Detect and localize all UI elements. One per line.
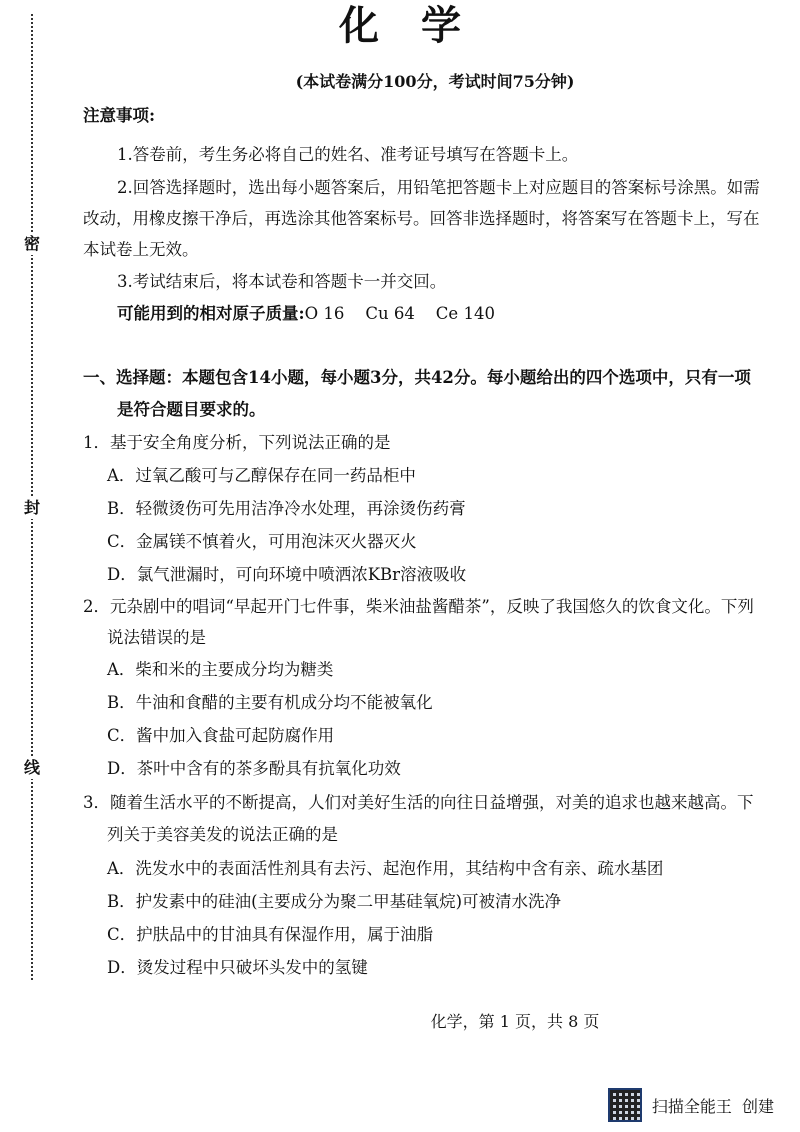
- atomic-mass-label: 可能用到的相对原子质量:: [117, 304, 305, 323]
- question-option: D．烫发过程中只破坏头发中的氢键: [107, 958, 368, 977]
- question-option: B．牛油和食醋的主要有机成分均不能被氧化: [107, 693, 433, 712]
- question-option: B．轻微烫伤可先用洁净冷水处理，再涂烫伤药膏: [107, 499, 466, 518]
- notes-heading: 注意事项:: [83, 106, 156, 125]
- seal-mark-feng: 封: [20, 497, 44, 519]
- section-heading-cont: 是符合题目要求的。: [117, 400, 266, 419]
- note-item: 2.回答选择题时，选出每小题答案后，用铅笔把答题卡上对应题目的答案标号涂黑。如需: [117, 178, 760, 197]
- note-item: 本试卷上无效。: [83, 240, 199, 259]
- question-stem: 1．基于安全角度分析，下列说法正确的是: [83, 433, 391, 452]
- question-option: D．氯气泄漏时，可向环境中喷洒浓KBr溶液吸收: [107, 565, 467, 584]
- question-stem-cont: 说法错误的是: [107, 628, 206, 647]
- qr-code-icon: [608, 1088, 642, 1122]
- page-title: 化学: [339, 2, 503, 49]
- question-option: A．过氧乙酸可与乙醇保存在同一药品柜中: [107, 466, 416, 485]
- question-option: B．护发素中的硅油(主要成分为聚二甲基硅氧烷)可被清水洗净: [107, 892, 561, 911]
- seal-mark-xian: 线: [20, 757, 44, 779]
- atomic-mass-line: [117, 300, 495, 324]
- question-stem: 2．元杂剧中的唱词“早起开门七件事，柴米油盐酱醋茶”，反映了我国悠久的饮食文化。下列: [83, 597, 754, 616]
- note-item: 改动，用橡皮擦干净后，再选涂其他答案标号。回答非选择题时，将答案写在答题卡上，写在: [83, 209, 760, 228]
- question-option: A．柴和米的主要成分均为糖类: [107, 660, 334, 679]
- seal-mark-mi: 密: [20, 233, 44, 255]
- question-stem: 3．随着生活水平的不断提高，人们对美好生活的向往日益增强，对美的追求也越来越高。下: [83, 793, 754, 812]
- question-stem-cont: 列关于美容美发的说法正确的是: [107, 825, 338, 844]
- note-item: 1.答卷前，考生务必将自己的姓名、准考证号填写在答题卡上。: [117, 145, 579, 164]
- exam-info: (本试卷满分100分，考试时间75分钟): [295, 72, 575, 91]
- question-option: D．茶叶中含有的茶多酚具有抗氧化功效: [107, 759, 401, 778]
- note-item: 3.考试结束后，将本试卷和答题卡一并交回。: [117, 272, 447, 291]
- question-option: C．金属镁不慎着火，可用泡沫灭火器灭火: [107, 532, 417, 551]
- question-option: C．护肤品中的甘油具有保湿作用，属于油脂: [107, 925, 434, 944]
- scanner-watermark: [608, 1088, 774, 1122]
- page-footer: 化学，第 1 页，共 8 页: [430, 1012, 600, 1031]
- question-option: C．酱中加入食盐可起防腐作用: [107, 726, 335, 745]
- watermark-text: 扫描全能王 创建: [651, 1096, 774, 1116]
- question-option: A．洗发水中的表面活性剂具有去污、起泡作用，其结构中含有亲、疏水基团: [107, 859, 664, 878]
- section-heading: 一、选择题：本题包含14小题，每小题3分，共42分。每小题给出的四个选项中，只有一项: [83, 368, 751, 387]
- atomic-mass-values: O 16 Cu 64 Ce 140: [304, 304, 495, 323]
